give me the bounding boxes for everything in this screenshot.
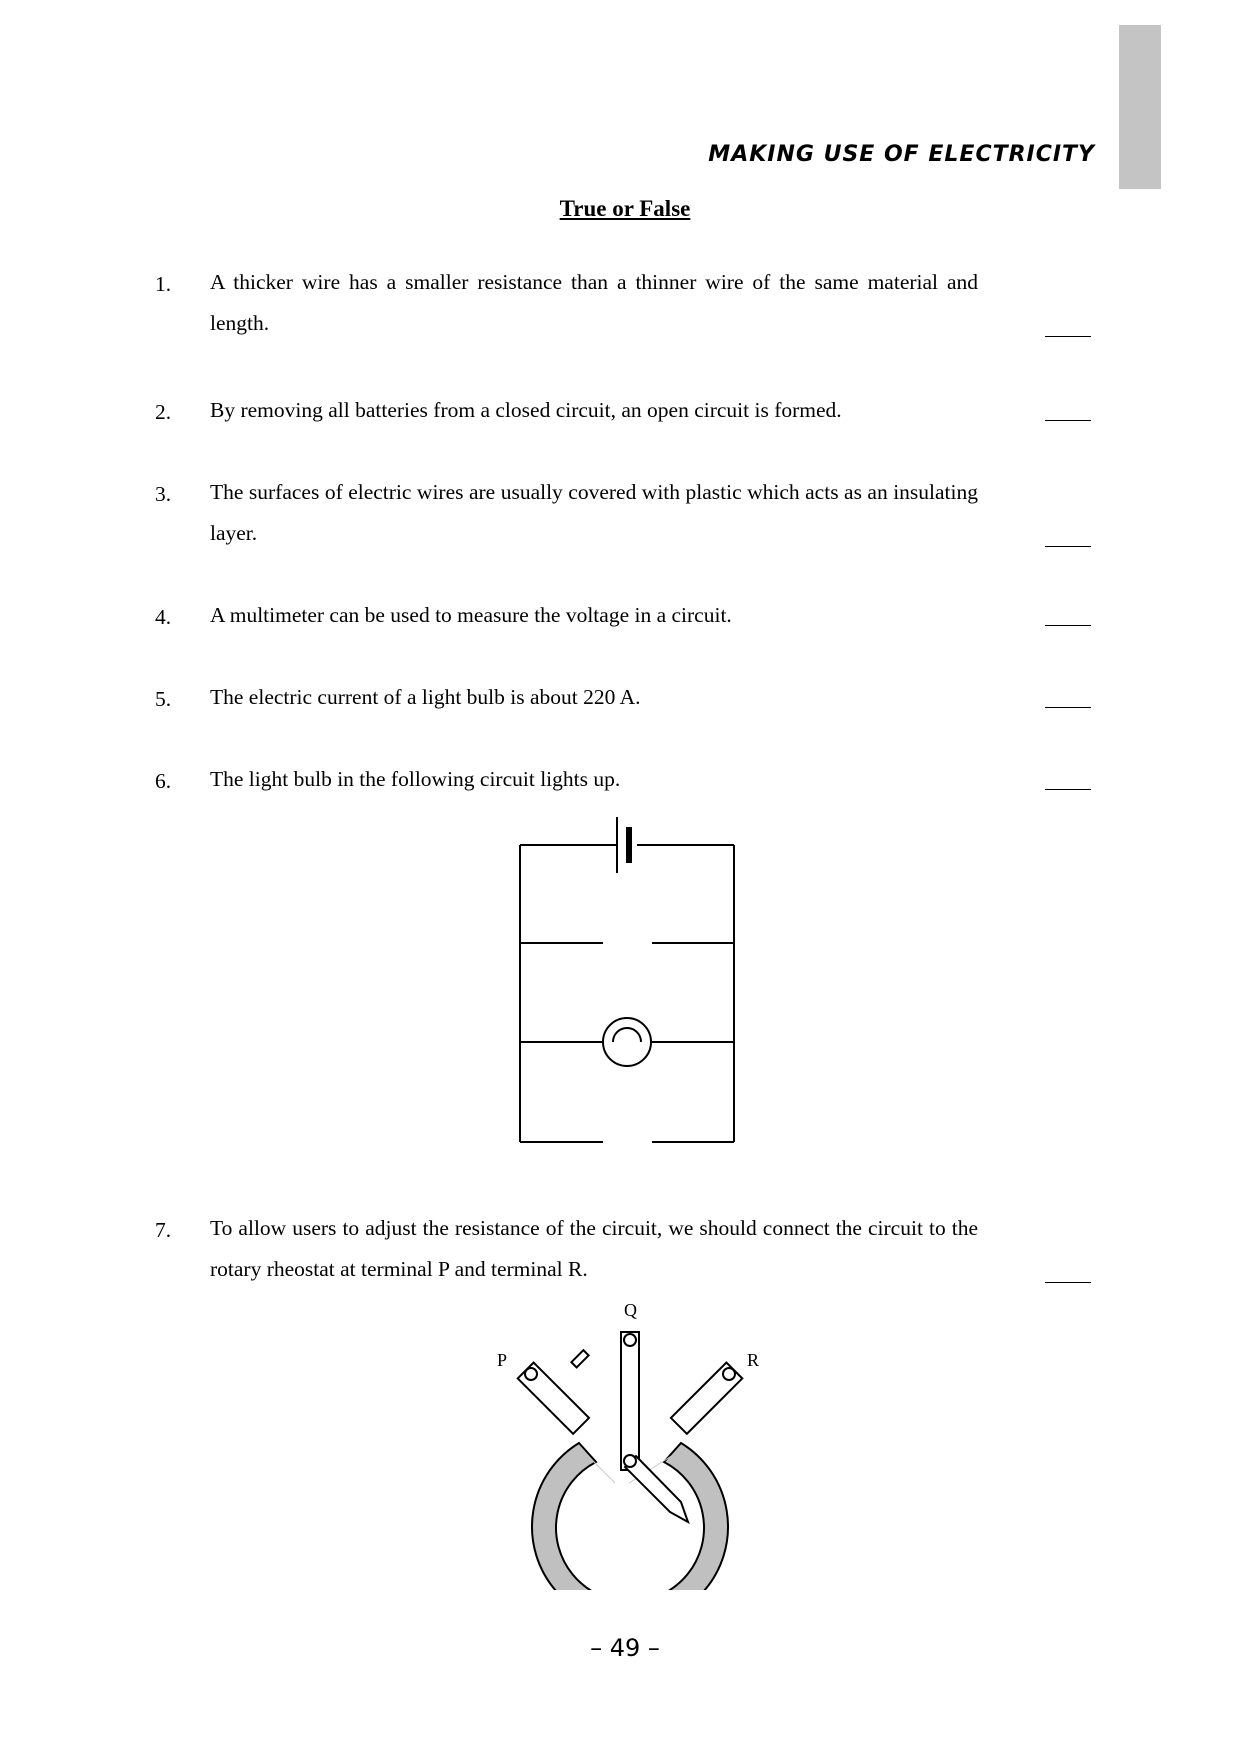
bulb-filament <box>613 1028 641 1042</box>
terminal-r-screw <box>723 1368 735 1380</box>
guide-line-left <box>587 1455 615 1483</box>
terminal-q-label: Q <box>624 1300 637 1320</box>
question-number: 5. <box>155 687 172 711</box>
question-number: 6. <box>155 769 172 793</box>
answer-blank[interactable] <box>1045 546 1091 547</box>
terminal-p-screw <box>525 1368 537 1380</box>
terminal-q-screw <box>624 1334 636 1346</box>
question-text: A multimeter can be used to measure the voltage in a circuit. <box>210 603 732 627</box>
chapter-title: MAKING USE OF ELECTRICITY <box>708 142 1095 167</box>
answer-blank[interactable] <box>1045 707 1091 708</box>
wiper-pivot <box>624 1455 636 1467</box>
answer-blank[interactable] <box>1045 336 1091 337</box>
terminal-p-label: P <box>497 1350 508 1370</box>
question-text: A thicker wire has a smaller resistance than a thinner wire of the same material and length. <box>210 270 978 335</box>
rotary-rheostat-diagram <box>480 1290 780 1590</box>
terminal-r-label: R <box>747 1350 760 1370</box>
question-number: 2. <box>155 400 172 424</box>
answer-blank[interactable] <box>1045 789 1091 790</box>
question-text: The surfaces of electric wires are usually covered with plastic which acts as an insulating layer. <box>210 480 978 545</box>
question-text: To allow users to adjust the resistance of the circuit, we should connect the circuit to the rotary rheostat at terminal P and terminal R. <box>210 1216 978 1281</box>
circuit-diagram <box>510 815 750 1155</box>
question-text: By removing all batteries from a closed circuit, an open circuit is formed. <box>210 398 842 422</box>
terminal-q-arm <box>621 1332 639 1470</box>
question-number: 3. <box>155 482 172 506</box>
page-number: – 49 – <box>590 1634 660 1662</box>
question-text: The electric current of a light bulb is about 220 A. <box>210 685 641 709</box>
question-number: 1. <box>155 272 172 296</box>
question-number: 7. <box>155 1218 172 1242</box>
answer-blank[interactable] <box>1045 625 1091 626</box>
section-title: True or False <box>559 196 691 221</box>
chapter-side-tab <box>1119 25 1161 189</box>
question-text: The light bulb in the following circuit lights up. <box>210 767 621 791</box>
answer-blank[interactable] <box>1045 1282 1091 1283</box>
answer-blank[interactable] <box>1045 420 1091 421</box>
terminal-p-tab <box>571 1350 588 1367</box>
question-number: 4. <box>155 605 172 629</box>
bulb-circle <box>603 1018 651 1066</box>
